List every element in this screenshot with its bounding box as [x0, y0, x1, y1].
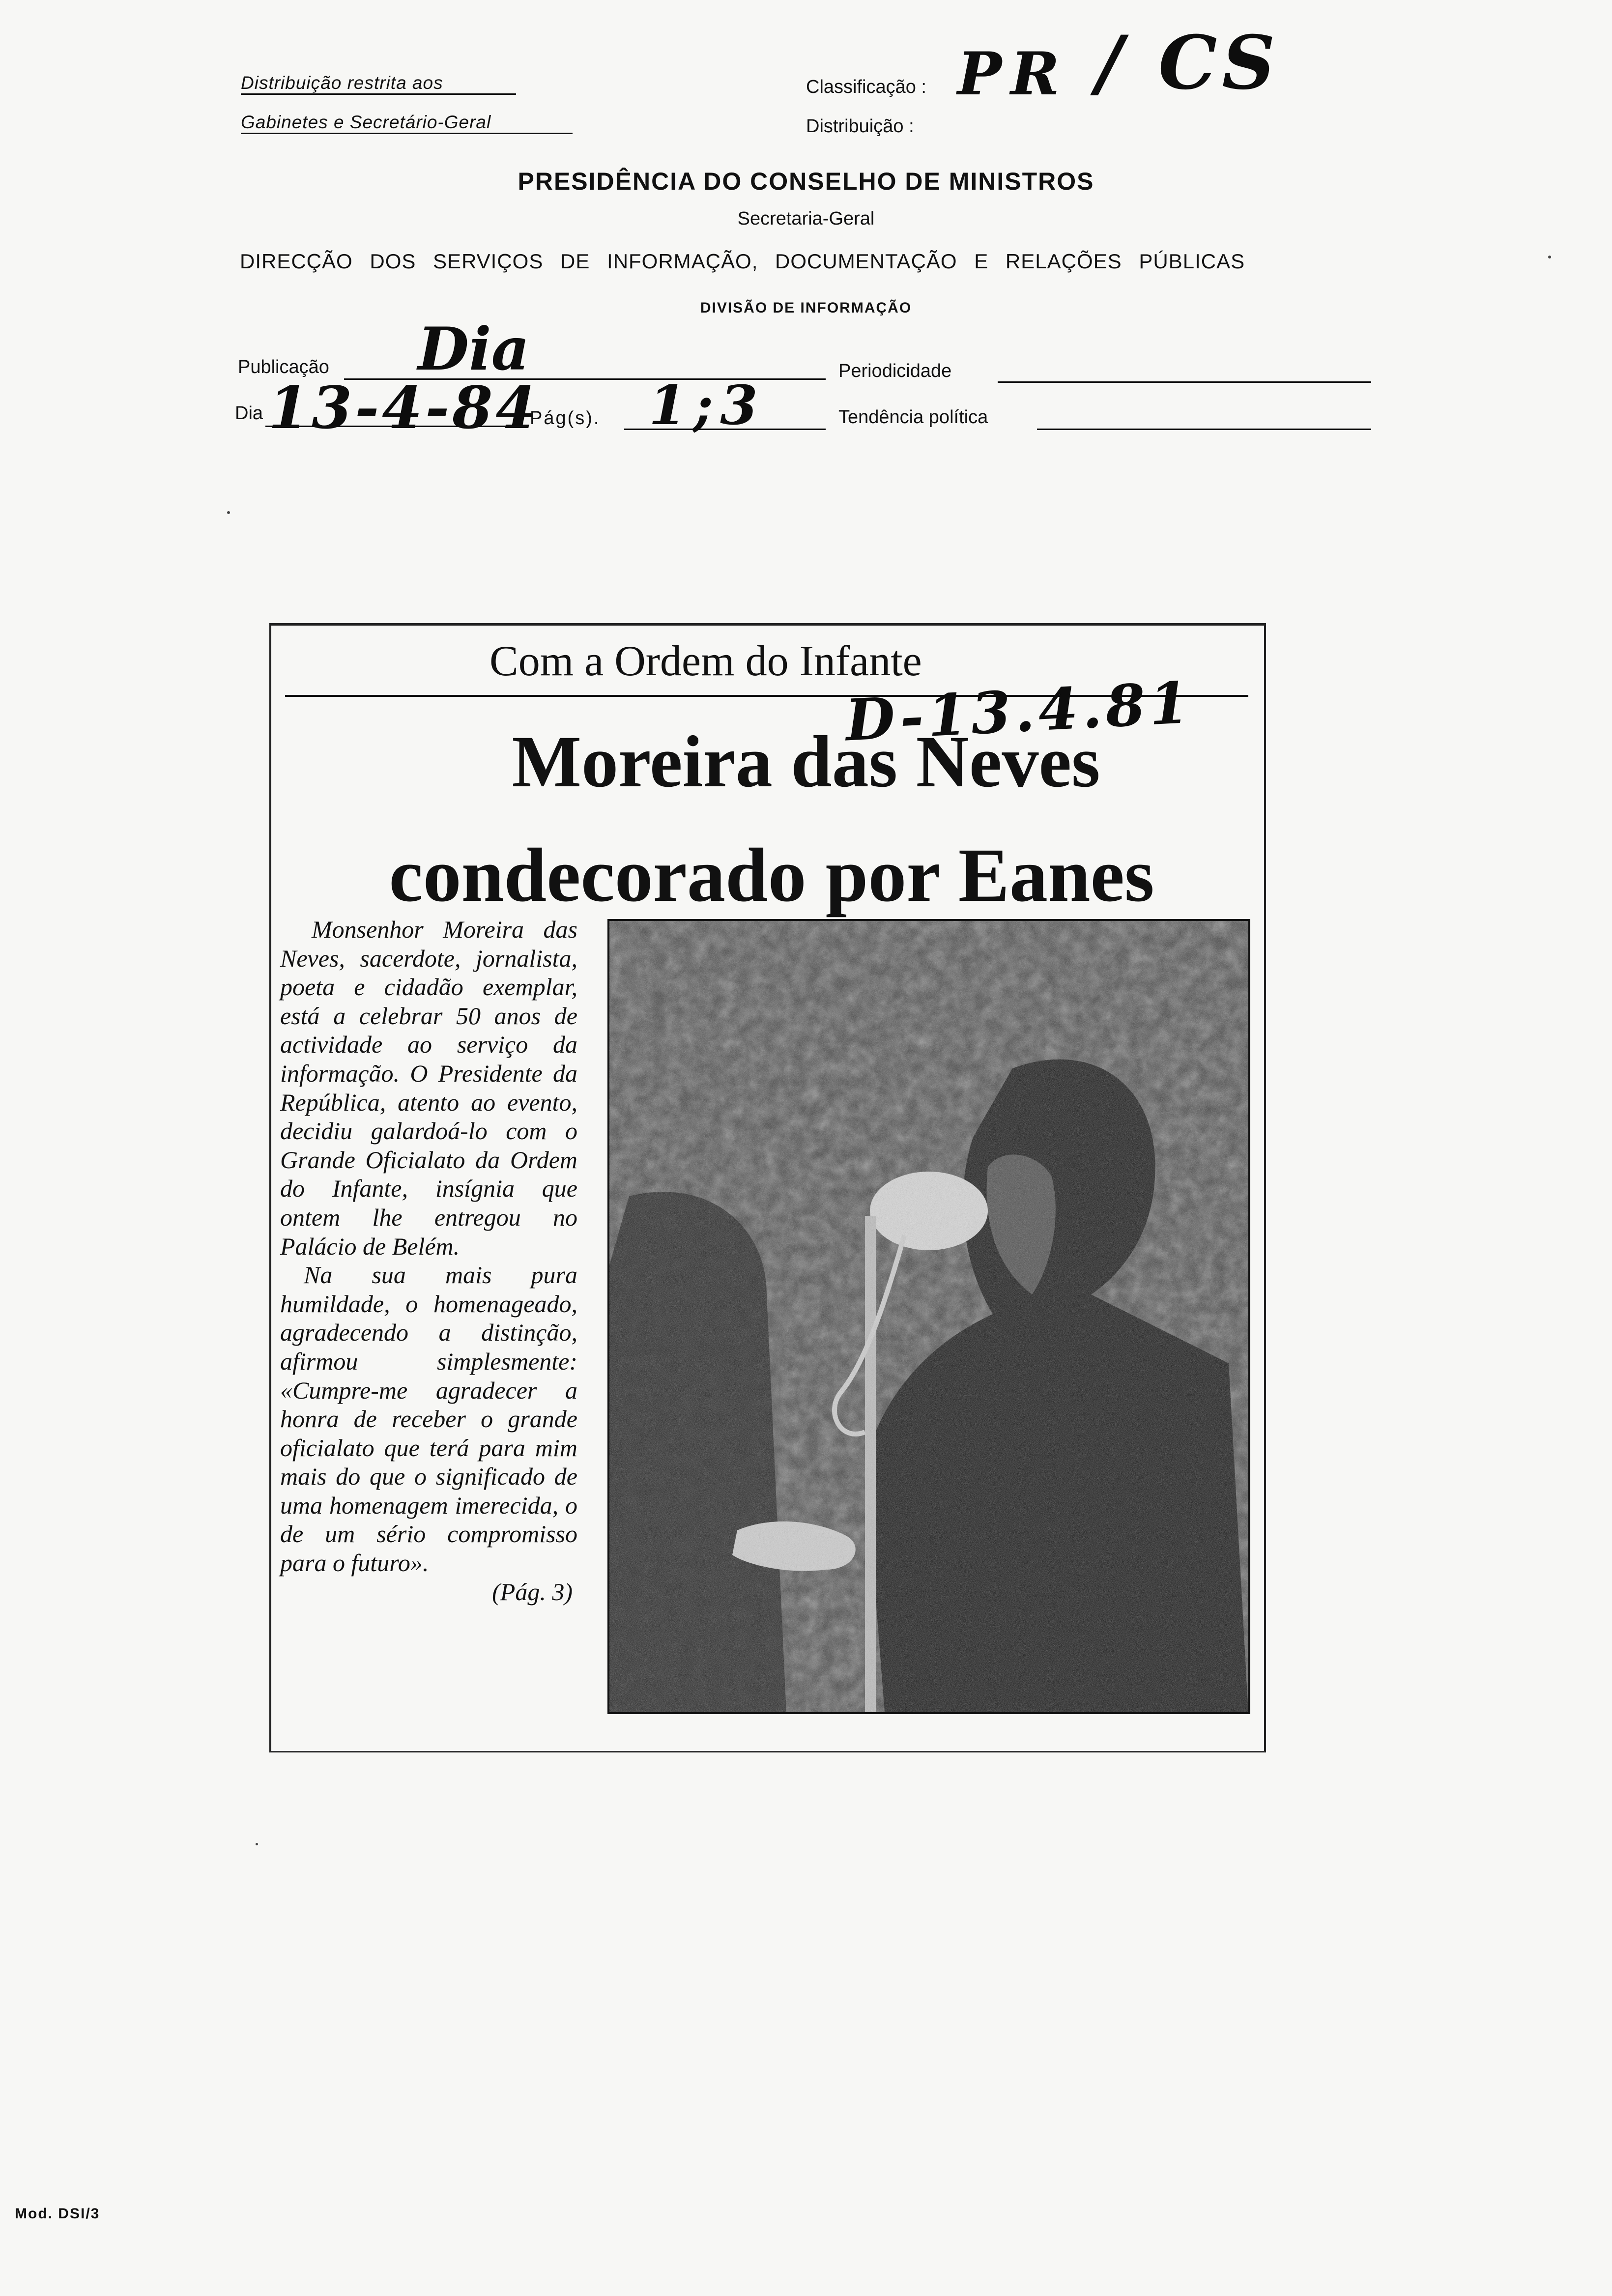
page-mark — [1548, 256, 1551, 258]
page-reference: (Pág. 3) — [492, 1578, 573, 1606]
pages-value: 1;3 — [649, 373, 765, 437]
day-value: 13-4-84 — [268, 373, 539, 442]
directorate-title: DIRECÇÃO DOS SERVIÇOS DE INFORMAÇÃO, DOCUMENTAÇÃO E RELAÇÕES PÚBLICAS — [240, 250, 1245, 273]
headline-line2: condecorado por Eanes — [389, 832, 1154, 918]
article-photo — [607, 919, 1250, 1714]
page-mark — [227, 511, 230, 514]
publication-value: Dia — [418, 315, 530, 384]
periodicity-label: Periodicidade — [838, 361, 952, 381]
political-tendency-label: Tendência política — [838, 407, 988, 428]
handwritten-date: D-13.4.81 — [843, 669, 1195, 754]
classification-label: Classificação : — [806, 77, 926, 97]
distribution-note-line1: Distribuição restrita aos — [241, 73, 516, 95]
classification-extra: / CS — [1096, 20, 1280, 106]
article-body — [280, 915, 577, 1606]
distribution-note-line2: Gabinetes e Secretário-Geral — [241, 112, 573, 134]
headline-line1: Moreira das Neves — [512, 721, 1100, 803]
pages-label: Pág(s). — [530, 408, 601, 429]
article-paragraph-1: Monsenhor Moreira das Neves, sacerdote, jornalista, poeta e cidadão exemplar, está a celebrar 50 anos de actividade ao serviço da informação. O Presidente da República, atento ao evento, decidiu galardoá-lo com o Grande Oficialato da Ordem do Infante, insígnia que ontem lhe entregou no Palácio de Belém. — [280, 916, 577, 1260]
kicker: Com a Ordem do Infante — [489, 637, 922, 685]
division-title: DIVISÃO DE INFORMAÇÃO — [700, 300, 912, 316]
day-label: Dia — [235, 403, 263, 424]
publication-label: Publicação — [238, 357, 329, 377]
photo-microphone-speaker — [609, 921, 1248, 1712]
secretariat-title: Secretaria-Geral — [737, 208, 875, 229]
article-paragraph-2: Na sua mais pura humildade, o homenageado, agradecendo a distinção, afirmou simplesmente: «Cumpre-me agradecer a honra de receber o grande oficialato que terá para mim mais do que o significado de uma homenagem imerecida, o de um sério compromisso para o futuro». — [280, 1261, 577, 1577]
classification-value: PR — [957, 39, 1068, 109]
model-code: Mod. DSI/3 — [15, 2206, 100, 2222]
presidency-title: PRESIDÊNCIA DO CONSELHO DE MINISTROS — [518, 168, 1094, 195]
distribution-label: Distribuição : — [806, 116, 914, 137]
page-mark — [256, 1843, 258, 1845]
